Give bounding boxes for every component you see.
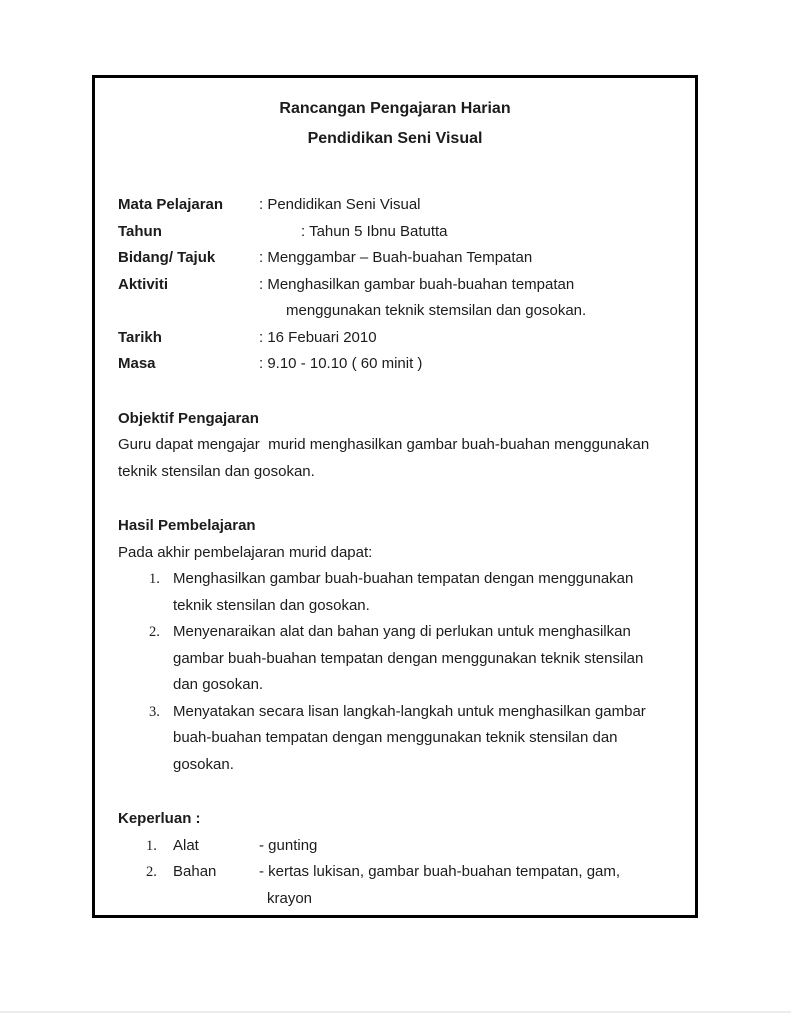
field-label-bidang-tajuk: Bidang/ Tajuk xyxy=(118,249,216,266)
hasil-item-2-text: Menyenaraikan alat dan bahan yang di perlukan untuk menghasilkan gambar buah-buahan tempatan dengan menggunakan teknik stensilan dan gosokan. xyxy=(173,623,644,693)
hasil-item-2-number: 2. xyxy=(149,624,160,640)
document-title xyxy=(118,94,672,154)
field-label-tahun: Tahun xyxy=(118,222,162,240)
hasil-intro: Pada akhir pembelajaran murid dapat: xyxy=(118,543,373,561)
hasil-item-3-text: Menyatakan secara lisan langkah-langkah untuk menghasilkan gambar buah-buahan tempatan dengan menggunakan teknik stensilan dan gosokan. xyxy=(173,702,646,773)
hasil-item-1 xyxy=(149,566,672,619)
hasil-heading: Hasil Pembelajaran xyxy=(118,517,256,534)
hasil-item-1-number: 1. xyxy=(149,571,160,587)
section-objektif xyxy=(118,406,672,486)
field-label-mata-pelajaran: Mata Pelajaran xyxy=(118,196,224,213)
keperluan-item-2 xyxy=(146,859,672,912)
page-edge-line xyxy=(0,1011,791,1013)
hasil-item-1-text: Menghasilkan gambar buah-buahan tempatan dengan menggunakan teknik stensilan dan gosokan. xyxy=(173,570,634,614)
field-value-masa: : 9.10 - 10.10 ( 60 minit ) xyxy=(259,355,423,372)
title-line-2: Pendidikan Seni Visual xyxy=(307,130,483,147)
field-value-aktiviti-line-2: menggunakan teknik stemsilan dan gosokan. xyxy=(286,302,587,319)
field-value-aktiviti-line-1: : Menghasilkan gambar buah-buahan tempatan xyxy=(259,275,575,293)
field-label-aktiviti: Aktiviti xyxy=(118,275,169,293)
section-hasil xyxy=(118,513,672,778)
hasil-item-3 xyxy=(149,699,672,779)
field-list xyxy=(118,192,672,378)
objektif-body: Guru dapat mengajar murid menghasilkan gambar buah-buahan menggunakan teknik stensilan dan gosokan. xyxy=(118,436,654,480)
field-row-masa xyxy=(118,351,672,378)
keperluan-item-1-value: - gunting xyxy=(259,836,318,854)
keperluan-item-2-label: Bahan xyxy=(173,863,217,880)
section-keperluan xyxy=(118,806,672,912)
field-row-aktiviti xyxy=(118,272,672,325)
field-label-masa: Masa xyxy=(118,355,156,372)
field-label-tarikh: Tarikh xyxy=(118,328,162,346)
field-value-bidang-tajuk: : Menggambar – Buah-buahan Tempatan xyxy=(259,249,533,266)
keperluan-item-1-number: 1. xyxy=(146,837,157,854)
field-value-tahun: : Tahun 5 Ibnu Batutta xyxy=(301,222,448,240)
field-row-mata-pelajaran xyxy=(118,192,672,219)
hasil-item-3-number: 3. xyxy=(149,703,160,720)
keperluan-item-2-number: 2. xyxy=(146,864,157,880)
keperluan-item-2-value-line-2: krayon xyxy=(267,889,313,907)
objektif-heading: Objektif Pengajaran xyxy=(118,409,259,427)
field-row-tahun xyxy=(118,219,672,246)
field-value-tarikh: : 16 Febuari 2010 xyxy=(259,328,377,346)
hasil-item-2 xyxy=(149,619,672,699)
keperluan-item-2-value xyxy=(259,859,672,912)
keperluan-item-2-value-line-1: - kertas lukisan, gambar buah-buahan tempatan, gam, xyxy=(259,863,621,880)
title-line-1: Rancangan Pengajaran Harian xyxy=(279,100,511,117)
keperluan-item-1 xyxy=(146,833,672,860)
field-value-aktiviti xyxy=(259,272,672,325)
document-page xyxy=(92,75,698,918)
field-row-tarikh xyxy=(118,325,672,352)
field-value-mata-pelajaran: : Pendidikan Seni Visual xyxy=(259,196,421,213)
field-row-bidang-tajuk xyxy=(118,245,672,272)
keperluan-heading: Keperluan : xyxy=(118,810,201,827)
keperluan-item-1-label: Alat xyxy=(173,836,199,854)
